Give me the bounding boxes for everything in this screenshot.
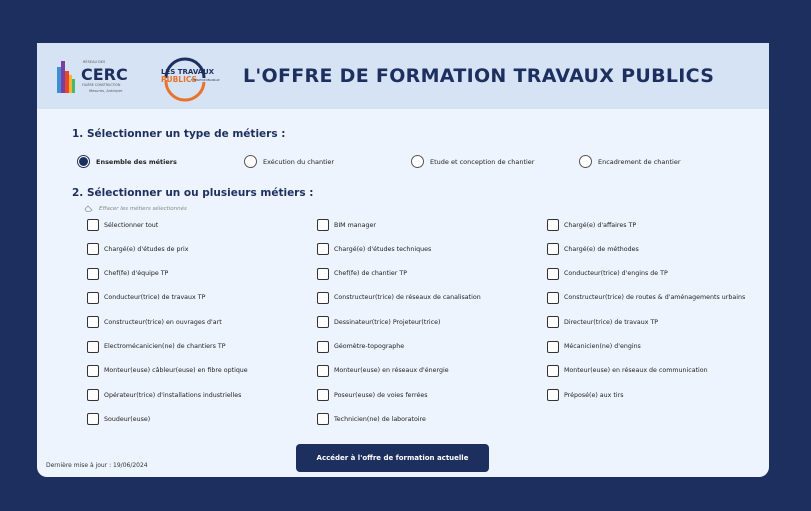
checkbox[interactable] [547,292,559,304]
job-label: Conducteur(trice) d'engins de TP [564,270,668,278]
job-label: Mécanicien(ne) d'engins [564,343,641,350]
job-label: Chargé(e) de méthodes [564,245,639,253]
job-checkbox-item[interactable] [87,219,158,231]
job-label: Poseur(euse) de voies ferrées [334,391,428,399]
job-checkbox-item[interactable] [547,219,636,231]
job-checkbox-item[interactable] [547,389,623,401]
checkbox[interactable] [317,389,329,401]
job-label: Opérateur(trice) d'installations industrielles [104,391,242,399]
checkbox[interactable] [547,341,559,353]
radio-circle [579,155,592,168]
checkbox[interactable] [547,268,559,280]
checkbox[interactable] [87,243,99,255]
cerc-logo [55,57,135,97]
job-label: Sélectionner tout [104,221,159,229]
job-label: Technicien(ne) de laboratoire [334,415,426,423]
checkbox[interactable] [547,219,559,231]
checkbox[interactable] [317,316,329,328]
radio-circle [77,155,90,168]
job-checkbox-item[interactable] [87,292,205,304]
job-label: Monteur(euse) en réseaux d'énergie [334,367,449,375]
job-checkbox-item[interactable] [317,389,428,401]
job-checkbox-item[interactable] [317,365,449,377]
job-checkbox-item[interactable] [317,316,440,328]
job-label: Chargé(e) d'affaires TP [564,221,637,229]
job-checkbox-item[interactable] [87,268,168,280]
checkbox[interactable] [317,341,329,353]
job-label: Dessinateur(trice) Projeteur(trice) [334,318,441,326]
job-checkbox-item[interactable] [87,316,222,328]
radio-ensemble-des-metiers[interactable]: Ensemble des métiers [77,155,177,168]
checkbox[interactable] [87,341,99,353]
job-label: Monteur(euse) câbleur(euse) en fibre optique [104,367,248,375]
job-label: Chargé(e) d'études de prix [104,245,189,253]
job-checkbox-item[interactable] [317,341,404,353]
header-band [37,43,769,109]
job-label: Soudeur(euse) [104,415,151,423]
radio-circle [411,155,424,168]
checkbox[interactable] [87,365,99,377]
clear-selection-link[interactable]: Effacer les métiers sélectionnés [84,205,187,212]
job-label: Conducteur(trice) de travaux TP [104,294,206,302]
job-label: Préposé(e) aux tirs [564,391,624,399]
checkbox[interactable] [547,243,559,255]
job-checkbox-item[interactable] [317,268,407,280]
job-checkbox-item[interactable] [547,292,745,304]
main-card [37,43,769,477]
svg-text:FÉDÉRATION RÉGIONALE: FÉDÉRATION RÉGIONALE [191,79,220,82]
job-label: Constructeur(trice) de réseaux de canalisation [334,294,481,302]
section-1-title: 1. Sélectionner un type de métiers : [72,128,286,140]
job-checkbox-item[interactable] [87,413,150,425]
job-label: Chargé(e) d'études techniques [334,245,432,253]
svg-text:LES TRAVAUX: LES TRAVAUX [161,68,215,76]
job-checkbox-item[interactable] [87,341,226,353]
radio-execution-du-chantier[interactable]: Exécution du chantier [244,155,334,168]
job-checkbox-item[interactable] [317,292,481,304]
svg-text:PUBLICS: PUBLICS [161,75,197,84]
checkbox[interactable] [547,389,559,401]
job-label: Chef(fe) de chantier TP [334,270,407,278]
last-update-text: Dernière mise à jour : 19/06/2024 [46,462,148,469]
checkbox[interactable] [317,268,329,280]
job-checkbox-item[interactable] [317,413,426,425]
job-checkbox-item[interactable] [547,365,708,377]
checkbox[interactable] [87,292,99,304]
job-checkbox-item[interactable] [87,389,241,401]
checkbox[interactable] [87,413,99,425]
job-checkbox-item[interactable] [87,365,248,377]
checkbox[interactable] [87,316,99,328]
job-label: Monteur(euse) en réseaux de communication [564,367,708,375]
radio-circle [244,155,257,168]
job-label: Chef(fe) d'équipe TP [104,270,169,278]
job-label: Géomètre-topographe [334,343,405,350]
radio-encadrement-de-chantier[interactable]: Encadrement de chantier [579,155,681,168]
job-label: Constructeur(trice) de routes & d'aménagements urbains [564,294,746,302]
job-checkbox-item[interactable] [317,219,376,231]
checkbox[interactable] [317,243,329,255]
radio-etude-et-conception[interactable]: Etude et conception de chantier [411,155,534,168]
checkbox[interactable] [87,219,99,231]
checkbox[interactable] [317,365,329,377]
page-title: L'OFFRE DE FORMATION TRAVAUX PUBLICS [243,65,715,87]
svg-text:Mesures, Anticiper: Mesures, Anticiper [89,89,123,93]
job-checkbox-item[interactable] [547,341,641,353]
checkbox[interactable] [87,268,99,280]
job-label: Directeur(trice) de travaux TP [564,318,659,326]
svg-text:CERC: CERC [81,65,128,84]
job-checkbox-item[interactable] [87,243,189,255]
checkbox[interactable] [547,316,559,328]
checkbox[interactable] [317,413,329,425]
job-checkbox-item[interactable] [547,316,658,328]
checkbox[interactable] [547,365,559,377]
checkbox[interactable] [317,219,329,231]
checkbox[interactable] [317,292,329,304]
travaux-publics-logo [160,56,220,98]
job-label: Constructeur(trice) en ouvrages d'art [104,318,222,326]
job-checkbox-item[interactable] [317,243,431,255]
job-checkbox-item[interactable] [547,243,639,255]
svg-text:RÉSEAU DES: RÉSEAU DES [83,60,106,64]
job-checkbox-item[interactable] [547,268,668,280]
access-training-offer-button[interactable]: Accéder à l'offre de formation actuelle [296,444,489,472]
job-label: Electromécanicien(ne) de chantiers TP [104,343,226,350]
checkbox[interactable] [87,389,99,401]
section-2-title: 2. Sélectionner un ou plusieurs métiers : [72,187,314,199]
eraser-icon [84,205,93,212]
job-label: BIM manager [334,221,376,229]
svg-text:FILIÈRE CONSTRUCTION: FILIÈRE CONSTRUCTION [82,83,121,87]
